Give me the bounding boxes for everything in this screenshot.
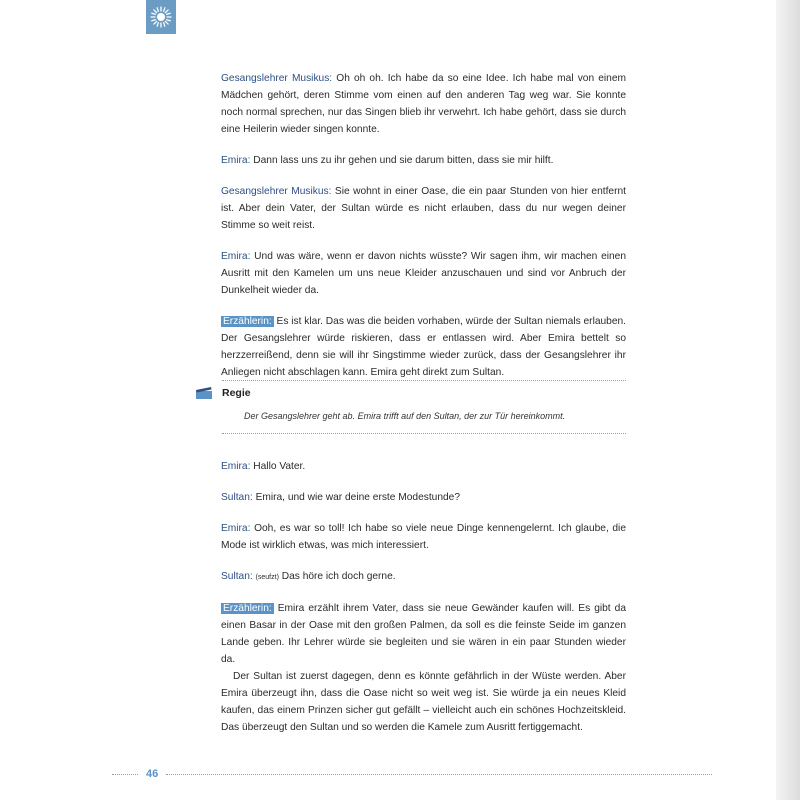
narrator-paragraph (221, 313, 626, 381)
speaker-label: Emira: (221, 523, 251, 534)
sun-icon (150, 6, 172, 28)
dialogue-text: Ooh, es war so toll! Ich habe so viele neue Dinge kennengelernt. Ich glaube, die Mode ist wirklich etwas, was mich interessiert. (221, 523, 626, 551)
dialogue-text: Und was wäre, wenn er davon nichts wüsste? Wir sagen ihm, wir machen einen Ausritt mit den Kamelen um uns neue Kleider anzuschauen und sind vor Anbruch der Dunkelheit wieder da. (221, 251, 626, 296)
page-edge (776, 0, 800, 800)
narrator-text: Emira erzählt ihrem Vater, dass sie neue Gewänder kaufen will. Es gibt da einen Basar in der Oase mit den großen Palmen, da soll es die feinste Seide im ganzen Lande geben. Ihr Lehrer würde sie begleiten und sie wären in ein paar Stunden wieder da. (221, 603, 626, 665)
dotted-divider (222, 380, 626, 381)
dialogue-paragraph (221, 152, 626, 169)
narrator-paragraph (221, 600, 626, 668)
dialogue-text: Das höre ich doch gerne. (281, 571, 396, 582)
dialogue-text: Sie wohnt in einer Oase, die ein paar Stunden von hier entfernt ist. Aber dein Vater, der Sultan würde es nicht erlauben, dass du nur wegen deiner Stimme so weit reist. (221, 186, 626, 231)
stage-note: (seufzt) (255, 574, 279, 581)
dialogue-text: Hallo Vater. (253, 461, 306, 472)
narrator-label: Erzählerin: (223, 316, 272, 327)
dialogue-text: Dann lass uns zu ihr gehen und sie darum bitten, dass sie mir hilft. (253, 155, 554, 166)
dialogue-paragraph (221, 568, 626, 586)
stage-direction-header (196, 387, 626, 399)
speaker-label: Emira: (221, 251, 251, 262)
dialogue-paragraph (221, 183, 626, 234)
narrator-text: Es ist klar. Das was die beiden vorhaben, würde der Sultan niemals erlauben. Der Gesangslehrer würde riskieren, dass er entlassen wird. Aber Emira bettelt so herzzerreißend, denn sie will ihr Singstimme wieder zurück, dass der Gesangslehrer ihr Anliegen nicht abschlagen kann. Emira geht direkt zum Sultan. (221, 316, 626, 378)
dialogue-paragraph (221, 458, 626, 475)
speaker-label: Sultan: (221, 492, 253, 503)
narrator-text: Der Sultan ist zuerst dagegen, denn es könnte gefährlich in der Wüste werden. Aber Emira überzeugt ihn, dass die Oase nicht so weit weg ist. Sie würde ja ein neues Kleid kaufen, das einem Prinzen sicher gut gefällt – vielleicht auch ein schönes Hochzeitskleid. Das überzeugt den Sultan und so werden die Kamele zum Ausritt fertiggemacht. (221, 671, 626, 733)
stage-direction-title: Regie (222, 387, 251, 399)
dialogue-block-2 (221, 458, 626, 750)
speaker-label: Gesangslehrer Musikus: (221, 186, 332, 197)
dialogue-paragraph (221, 520, 626, 554)
speaker-label: Gesangslehrer Musikus: (221, 73, 333, 84)
dotted-divider (166, 774, 712, 775)
speaker-label: Emira: (221, 155, 251, 166)
dotted-divider (222, 433, 626, 434)
dialogue-block-1 (221, 70, 626, 395)
dialogue-paragraph (221, 70, 626, 138)
page-number: 46 (146, 768, 159, 780)
chapter-tab (146, 0, 176, 34)
page-footer (112, 764, 712, 784)
dialogue-text: Emira, und wie war deine erste Modestunde? (255, 492, 460, 503)
narrator-paragraph (221, 668, 626, 736)
clapperboard-icon (196, 387, 212, 399)
speaker-label: Emira: (221, 461, 251, 472)
stage-direction-box (196, 380, 626, 434)
stage-direction-text: Der Gesangslehrer geht ab. Emira trifft auf den Sultan, der zur Tür hereinkommt. (244, 411, 566, 421)
dotted-divider (112, 774, 138, 775)
dialogue-paragraph (221, 248, 626, 299)
dialogue-paragraph (221, 489, 626, 506)
dialogue-text: Oh oh oh. Ich habe da so eine Idee. Ich habe mal von einem Mädchen gehört, deren Stimme vom einen auf den anderen Tag weg war. Sie konnte noch normal sprechen, nur das Singen blieb ihr verwehrt. Ich habe gehört, dass sie durch eine Heilerin wieder singen konnte. (221, 73, 626, 135)
narrator-label: Erzählerin: (223, 603, 272, 614)
speaker-label: Sultan: (221, 571, 253, 582)
